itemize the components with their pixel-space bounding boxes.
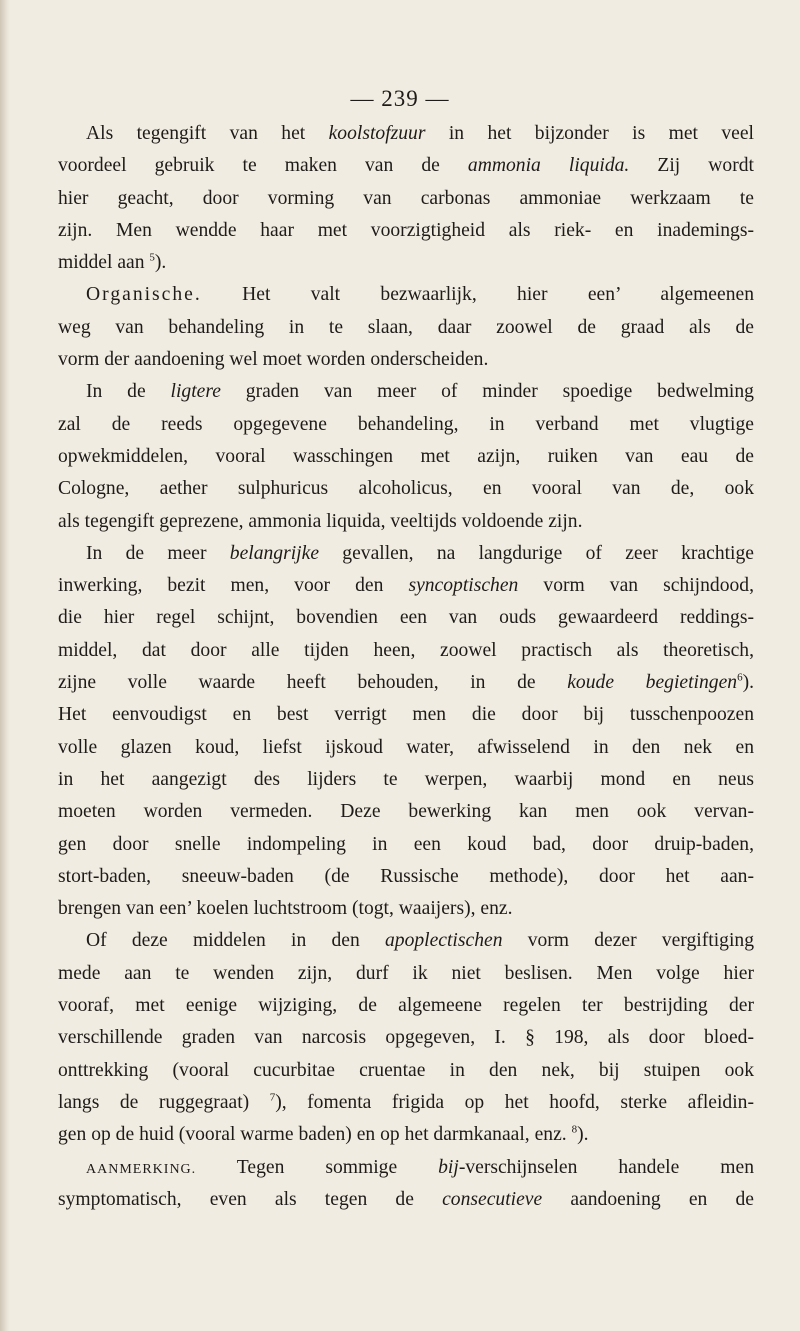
text-line — [58, 247, 754, 279]
text-fragment: -verschijnselen handele men — [458, 1156, 754, 1178]
text-line — [58, 538, 754, 570]
text-fragment: apoplectischen — [384, 930, 503, 952]
text-fragment: verschillende graden van narcosis opgegeven, I. § 198, als door bloed- — [58, 1027, 754, 1049]
text-line — [58, 376, 754, 408]
text-line — [58, 150, 754, 182]
text-fragment: ). — [577, 1124, 589, 1146]
text-line — [58, 602, 754, 634]
text-fragment: brengen van een’ koelen luchtstroom (togt, waaijers), enz. — [58, 898, 513, 920]
text-fragment: Als tegengift van het — [86, 123, 329, 144]
text-fragment: gevallen, na langdurige of zeer krachtige — [319, 542, 754, 564]
text-line — [58, 796, 754, 828]
text-fragment: 5 — [149, 251, 155, 264]
text-fragment: gen op de huid (vooral warme baden) en op het darmkanaal, enz. — [58, 1124, 572, 1146]
text-fragment: 6 — [737, 671, 743, 684]
text-fragment: middel aan — [58, 252, 150, 274]
text-fragment: ammonia liquida. — [467, 155, 630, 177]
text-fragment: vorm van schijndood, — [518, 575, 754, 597]
text-fragment: voordeel gebruik te maken van de — [58, 155, 468, 177]
text-fragment: consecutieve — [442, 1188, 543, 1210]
text-line — [58, 958, 754, 990]
text-fragment: In de meer — [86, 542, 230, 564]
text-fragment: symptomatisch, even als tegen de — [58, 1188, 443, 1210]
text-fragment: ), fomenta frigida op het hoofd, sterke afleidin- — [275, 1091, 754, 1113]
text-line — [58, 990, 754, 1022]
text-fragment: syncoptischen — [408, 575, 519, 597]
text-line — [58, 667, 754, 699]
text-fragment: 7 — [269, 1091, 276, 1104]
text-line — [58, 570, 754, 602]
text-fragment: als tegengift geprezene, ammonia liquida, veeltijds voldoende zijn. — [58, 510, 583, 532]
text-line — [58, 506, 754, 538]
text-fragment: bij — [438, 1156, 459, 1178]
text-line — [58, 764, 754, 796]
text-fragment: Zij wordt — [629, 155, 754, 177]
text-fragment: mede aan te wenden zijn, durf ik niet beslisen. Men volge hier — [58, 962, 754, 984]
text-line — [58, 893, 754, 925]
text-line — [58, 409, 754, 441]
text-fragment: Cologne, aether sulphuricus alcoholicus, en vooral van de, ook — [58, 478, 754, 500]
text-fragment: zijne volle waarde heeft behouden, in de — [58, 672, 568, 694]
text-fragment: weg van behandeling in te slaan, daar zoowel de graad als de — [58, 316, 754, 338]
text-fragment: in het aangezigt des lijders te werpen, waarbij mond en neus — [58, 768, 754, 790]
text-fragment: in het bijzonder is met veel — [425, 123, 754, 144]
text-line — [58, 861, 754, 893]
text-line — [58, 1087, 754, 1119]
text-fragment: Tegen sommige — [196, 1156, 439, 1178]
text-line — [58, 1184, 754, 1216]
text-fragment: 8 — [571, 1123, 578, 1136]
text-fragment: Of deze middelen in den — [86, 930, 385, 952]
text-line — [58, 829, 754, 861]
text-line — [58, 925, 754, 957]
text-line — [58, 441, 754, 473]
text-fragment: vooraf, met eenige wijziging, de algemeene regelen ter bestrijding der — [58, 995, 754, 1017]
text-fragment: aandoening en de — [542, 1188, 755, 1210]
text-fragment: volle glazen koud, liefst ijskoud water, afwisselend in den nek en — [58, 736, 754, 758]
text-line — [58, 1022, 754, 1054]
text-line — [58, 635, 754, 667]
text-fragment: Het eenvoudigst en best verrigt men die door bij tusschenpoozen — [58, 704, 754, 726]
text-fragment: AANMERKING. — [86, 1161, 197, 1177]
text-line — [58, 215, 754, 247]
text-fragment: opwekmiddelen, vooral wasschingen met azijn, ruiken van eau de — [58, 445, 754, 467]
text-fragment: In de — [86, 381, 171, 403]
text-fragment: belangrijke — [229, 542, 320, 564]
text-fragment: koude begietingen — [567, 672, 738, 694]
text-fragment: Het valt bezwaarlijk, hier een’ algemeenen — [201, 284, 754, 306]
text-fragment: die hier regel schijnt, bovendien een van ouds gewaardeerd reddings- — [58, 607, 754, 629]
text-line — [58, 312, 754, 344]
text-line — [58, 183, 754, 215]
text-line — [58, 1055, 754, 1087]
page-edge-shadow — [0, 0, 10, 1331]
body-text — [58, 118, 754, 1216]
text-fragment: langs de ruggegraat) — [58, 1091, 270, 1113]
text-fragment: zal de reeds opgegevene behandeling, in verband met vlugtige — [58, 413, 754, 435]
text-line — [58, 118, 754, 150]
text-fragment: koolstofzuur — [328, 123, 426, 144]
text-line — [58, 732, 754, 764]
text-fragment: ). — [154, 252, 167, 274]
text-fragment: hier geacht, door vorming van carbonas ammoniae werkzaam te — [58, 187, 754, 209]
text-fragment: vorm dezer vergiftiging — [502, 930, 754, 952]
text-fragment: onttrekking (vooral cucurbitae cruentae in den nek, bij stuipen ook — [58, 1059, 754, 1081]
text-fragment: middel, dat door alle tijden heen, zoowel practisch als theoretisch, — [58, 639, 754, 661]
text-fragment: ligtere — [170, 381, 221, 403]
text-fragment: vorm der aandoening wel moet worden onderscheiden. — [58, 349, 489, 371]
page-number: — 239 — — [350, 86, 450, 111]
text-line — [58, 279, 754, 311]
text-fragment: inwerking, bezit men, voor den — [58, 575, 409, 597]
text-fragment: zijn. Men wendde haar met voorzigtigheid als riek- en inademings- — [58, 219, 754, 241]
text-fragment: graden van meer of minder spoedige bedwelming — [220, 381, 754, 403]
text-line — [58, 473, 754, 505]
text-fragment: moeten worden vermeden. Deze bewerking kan men ook vervan- — [58, 801, 754, 823]
text-fragment: Organische. — [86, 284, 202, 306]
text-fragment: stort-baden, sneeuw-baden (de Russische methode), door het aan- — [58, 865, 754, 887]
text-line — [58, 1119, 754, 1151]
text-line — [58, 1152, 754, 1184]
text-fragment: ). — [742, 672, 754, 694]
text-line — [58, 699, 754, 731]
text-fragment: gen door snelle indompeling in een koud bad, door druip-baden, — [58, 833, 754, 855]
text-line — [58, 344, 754, 376]
